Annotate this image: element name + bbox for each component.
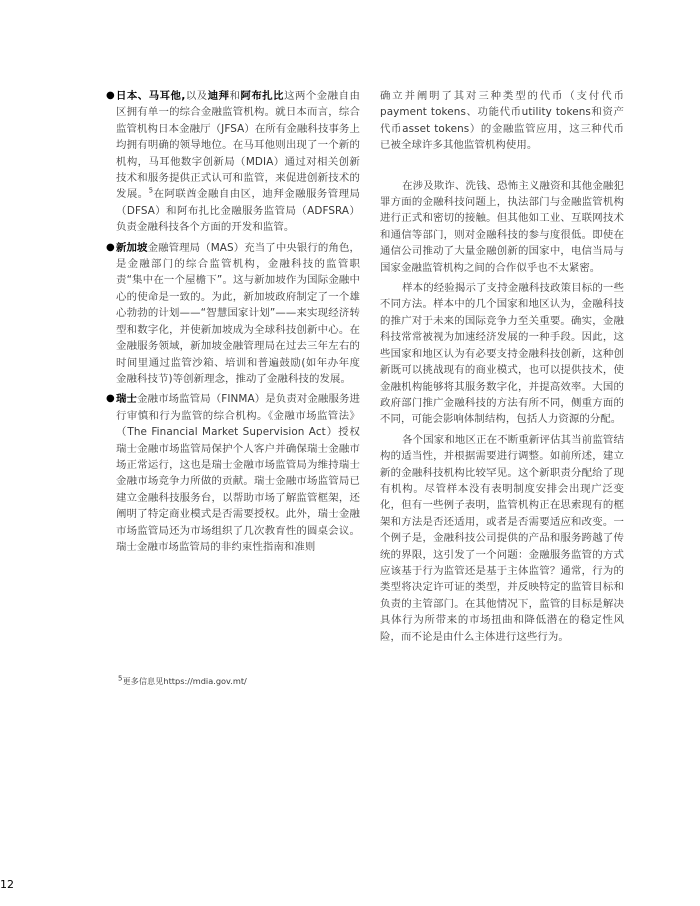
- left-column: [106, 88, 360, 559]
- paragraph-text: 样本的经验揭示了支持金融科技政策目标的一些不同方法。样本中的几个国家和地区认为，金融科技的推广对于未来的国际竞争力至关重要。确实，金融科技常常被视为加速经济发展的一种手段。因此，这些国家和地区认为有必要支持金融科技创新，这种创新既可以挑战现有的商业模式，也可以提供技术，使金融机构能够将其服务数字化，并提高效率。大国的政府部门推广金融科技的方法有所不同，侧重方面的不同，可能会影响体制结构，包括人力资源的分配。: [380, 282, 624, 426]
- bullet-icon: ●: [106, 90, 115, 101]
- paragraph: [380, 280, 624, 428]
- bullet-icon: ●: [106, 241, 115, 253]
- footnote-marker: 5: [118, 674, 123, 683]
- list-item: [106, 88, 360, 236]
- paragraph: [380, 178, 624, 276]
- footnote: [118, 676, 247, 687]
- footnote-text[interactable]: 更多信息见https://mdia.gov.mt/: [122, 676, 247, 686]
- paragraph-text: 确立并阐明了其对三种类型的代币（支付代币payment tokens、功能代币utility tokens和资产代币asset tokens）的金融监管应用，这三种代币已被全球许多其他监管机构使用。: [380, 90, 624, 152]
- connector-text: 以及: [185, 90, 208, 102]
- lead-term: 日本、马耳他,: [116, 90, 186, 102]
- lead-term: 迪拜: [207, 90, 230, 102]
- right-column: [380, 88, 624, 649]
- page-number: 12: [0, 878, 14, 891]
- connector-text: 和: [229, 90, 241, 102]
- lead-term: 阿布扎比: [240, 90, 285, 102]
- bullet-icon: ●: [106, 393, 115, 405]
- list-item: [106, 240, 360, 388]
- paragraph: [380, 432, 624, 645]
- footnote-reference[interactable]: 5: [148, 186, 154, 195]
- item-text: 金融市场监管局（FINMA）是负责对金融服务进行审慎和行为监管的综合机构。《金融市场监管法》（The Financial Market Supervision Act）授权瑞士金融市场监管局保护个人客户并确保瑞士金融市场正常运行，这也是瑞士金融市场监管局为维持瑞士金融市场竞争力所做的贡献。瑞士金融市场监管局已建立金融科技服务台，以帮助市场了解监管框架，还阐明了特定商业模式是否需要授权。此外，瑞士金融市场监管局还为市场组织了几次教育性的圆桌会议。瑞士金融市场监管局的非约束性指南和准则: [116, 393, 360, 553]
- lead-term: 新加坡: [116, 241, 148, 254]
- paragraph-text: 在涉及欺诈、洗钱、恐怖主义融资和其他金融犯罪方面的金融科技问题上，执法部门与金融监管机构进行正式和密切的接触。但其他如工业、互联网技术和通信等部门，则对金融科技的参与度很低。即使在通信公司推动了大量金融创新的国家中，电信当局与国家金融监管机构之间的合作似乎也不太紧密。: [380, 179, 624, 274]
- item-text: 在阿联酋金融自由区，迪拜金融服务管理局（DFSA）和阿布扎比金融服务监管局（ADFSRA）负责金融科技各个方面的开发和监管。: [116, 188, 360, 234]
- paragraph: [380, 88, 624, 154]
- item-text: 金融管理局（MAS）充当了中央银行的角色，是金融部门的综合监管机构，金融科技的监管职责“集中在一个屋檐下”。这与新加坡作为国际金融中心的使命是一致的。为此，新加坡政府制定了一个雄心勃勃的计划——“智慧国家计划”——来实现经济转型和数字化，并使新加坡成为全球科技创新中心。在金融服务领域，新加坡金融管理局在过去三年左右的时间里通过监管沙箱、培训和普遍鼓励(如年办年度金融科技节)等创新理念，推动了金融科技的发展。: [116, 241, 360, 385]
- paragraph-gap: [380, 158, 624, 178]
- item-text: 这两个金融自由区拥有单一的综合金融监管机构。就日本而言，综合监管机构日本金融厅（JFSA）在所有金融科技事务上均拥有明确的领导地位。在马耳他则出现了一个新的机构，马耳他数字创新局（MDIA）通过对相关创新技术和服务提供正式认可和监管，来促进创新技术的发展。: [116, 90, 360, 201]
- paragraph-text: 各个国家和地区正在不断重新评估其当前监管结构的适当性，并根据需要进行调整。如前所述，建立新的金融科技机构比较罕见。这个新职责分配给了现有机构。尽管样本没有表明制度安排会出现广泛变化，但有一些例子表明，监管机构正在思索现有的框架和方法是否还适用，或者是否需要适应和改变。一个例子是，金融科技公司提供的产品和服务跨越了传统的界限，这引发了一个问题：金融服务监管的方式应该基于行为监管还是基于主体监管？通常，行为的类型将决定许可证的类型，并反映特定的监管目标和负责的主管部门。在其他情况下，监管的目标是解决具体行为所带来的市场扭曲和降低潜在的稳定性风险，而不论是由什么主体进行这些行为。: [380, 433, 624, 643]
- list-item: [106, 391, 360, 555]
- lead-term: 瑞士: [116, 393, 138, 406]
